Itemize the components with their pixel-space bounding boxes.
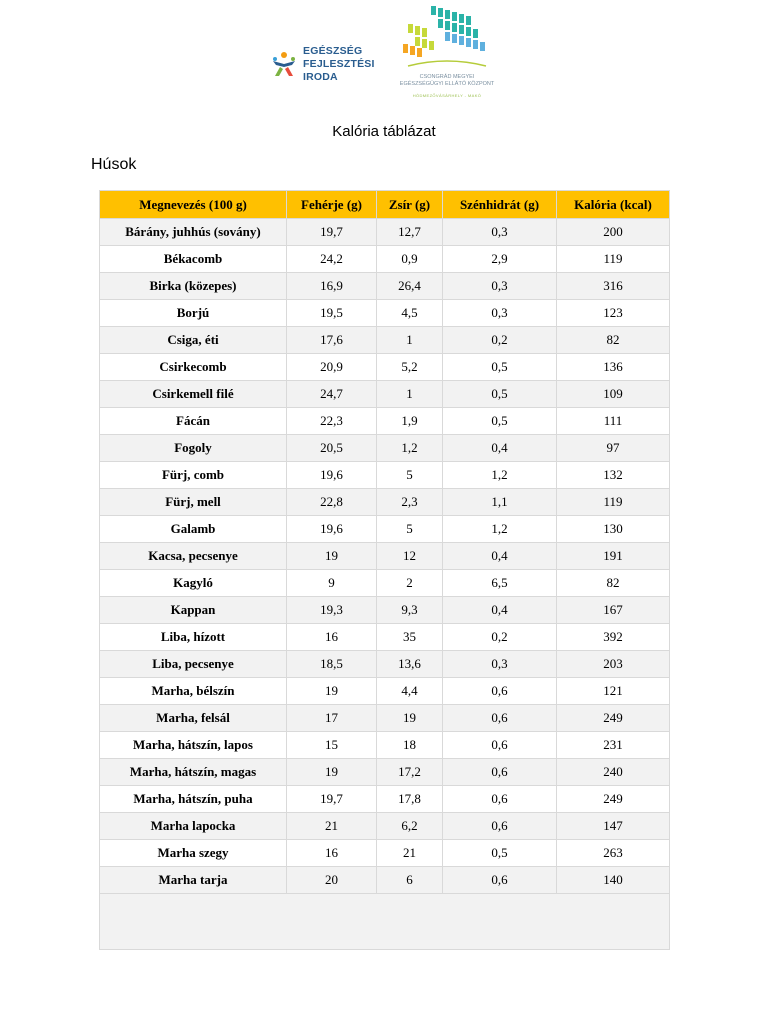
cell-name: Fácán (100, 408, 287, 435)
cell-protein: 19,5 (287, 300, 377, 327)
cell-calories: 111 (557, 408, 670, 435)
cell-name: Fogoly (100, 435, 287, 462)
cell-carbs: 0,3 (443, 300, 557, 327)
cell-name: Birka (közepes) (100, 273, 287, 300)
cell-protein: 20,5 (287, 435, 377, 462)
cell-protein: 17,6 (287, 327, 377, 354)
cell-protein: 9 (287, 570, 377, 597)
cell-calories: 123 (557, 300, 670, 327)
cell-carbs: 1,2 (443, 462, 557, 489)
table-row (100, 408, 670, 435)
cell-calories: 249 (557, 786, 670, 813)
header-protein: Fehérje (g) (287, 191, 377, 219)
cell-protein: 19 (287, 543, 377, 570)
section-title: Húsok (91, 156, 137, 173)
cell-name: Marha tarja (100, 867, 287, 894)
cell-calories: 82 (557, 570, 670, 597)
cell-fat: 12,7 (377, 219, 443, 246)
cell-calories: 132 (557, 462, 670, 489)
csongrad-sub-text: HÓDMEZŐVÁSÁRHELY - MAKÓ (412, 93, 482, 98)
efi-people-icon (270, 50, 298, 78)
header-fat: Zsír (g) (377, 191, 443, 219)
cell-carbs: 0,6 (443, 786, 557, 813)
cell-protein: 17 (287, 705, 377, 732)
table-row (100, 381, 670, 408)
cell-carbs: 0,6 (443, 867, 557, 894)
cell-fat: 1,2 (377, 435, 443, 462)
table-body (100, 219, 670, 894)
table-row (100, 678, 670, 705)
table-row (100, 867, 670, 894)
header-logos (0, 0, 768, 110)
cell-calories: 191 (557, 543, 670, 570)
cell-calories: 392 (557, 624, 670, 651)
cell-protein: 16 (287, 840, 377, 867)
cell-carbs: 6,5 (443, 570, 557, 597)
cell-name: Csirkecomb (100, 354, 287, 381)
cell-carbs: 0,5 (443, 408, 557, 435)
cell-calories: 136 (557, 354, 670, 381)
table-row (100, 732, 670, 759)
table-empty-area (99, 894, 670, 950)
cell-protein: 22,3 (287, 408, 377, 435)
cell-fat: 5,2 (377, 354, 443, 381)
csongrad-line-2: EGÉSZSÉGÜGYI ELLÁTÓ KÖZPONT (399, 81, 495, 87)
cell-fat: 17,8 (377, 786, 443, 813)
cell-calories: 200 (557, 219, 670, 246)
cell-carbs: 0,6 (443, 732, 557, 759)
cell-name: Marha, hátszín, puha (100, 786, 287, 813)
cell-protein: 16,9 (287, 273, 377, 300)
cell-carbs: 0,6 (443, 705, 557, 732)
cell-fat: 2,3 (377, 489, 443, 516)
cell-name: Marha, hátszín, lapos (100, 732, 287, 759)
cell-protein: 19,7 (287, 786, 377, 813)
cell-name: Csiga, éti (100, 327, 287, 354)
cell-carbs: 0,6 (443, 759, 557, 786)
table-row (100, 273, 670, 300)
table-row (100, 624, 670, 651)
cell-calories: 249 (557, 705, 670, 732)
table-row (100, 570, 670, 597)
cell-name: Fürj, mell (100, 489, 287, 516)
calorie-table (99, 190, 670, 894)
cell-fat: 18 (377, 732, 443, 759)
table-row (100, 435, 670, 462)
cell-fat: 6 (377, 867, 443, 894)
cell-fat: 1 (377, 327, 443, 354)
cell-carbs: 0,3 (443, 219, 557, 246)
cell-calories: 140 (557, 867, 670, 894)
table-row (100, 840, 670, 867)
cell-calories: 167 (557, 597, 670, 624)
cell-fat: 26,4 (377, 273, 443, 300)
cell-protein: 19 (287, 678, 377, 705)
csongrad-logo-text (398, 74, 496, 88)
cell-fat: 9,3 (377, 597, 443, 624)
cell-fat: 5 (377, 462, 443, 489)
cell-calories: 130 (557, 516, 670, 543)
cell-fat: 21 (377, 840, 443, 867)
cell-name: Békacomb (100, 246, 287, 273)
cell-fat: 6,2 (377, 813, 443, 840)
cell-calories: 121 (557, 678, 670, 705)
efi-logo-text (303, 45, 375, 84)
cell-calories: 203 (557, 651, 670, 678)
cell-carbs: 0,5 (443, 354, 557, 381)
table-row (100, 543, 670, 570)
cell-calories: 231 (557, 732, 670, 759)
cell-carbs: 0,2 (443, 327, 557, 354)
cell-calories: 316 (557, 273, 670, 300)
csongrad-megyei-logo (398, 4, 496, 104)
cell-carbs: 2,9 (443, 246, 557, 273)
efi-line-2: FEJLESZTÉSI (303, 57, 375, 70)
table-row (100, 813, 670, 840)
cell-protein: 20 (287, 867, 377, 894)
cell-fat: 35 (377, 624, 443, 651)
cell-name: Marha szegy (100, 840, 287, 867)
cell-name: Liba, pecsenye (100, 651, 287, 678)
table-row (100, 516, 670, 543)
egeszseg-fejlesztesi-iroda-logo (270, 28, 380, 100)
cell-protein: 24,2 (287, 246, 377, 273)
cell-calories: 147 (557, 813, 670, 840)
calorie-table-container (99, 190, 669, 950)
cell-fat: 2 (377, 570, 443, 597)
cell-calories: 109 (557, 381, 670, 408)
cell-carbs: 0,3 (443, 273, 557, 300)
cell-name: Kacsa, pecsenye (100, 543, 287, 570)
table-header-row (100, 191, 670, 219)
cell-name: Marha, felsál (100, 705, 287, 732)
cell-protein: 16 (287, 624, 377, 651)
cell-fat: 4,5 (377, 300, 443, 327)
cell-carbs: 0,4 (443, 435, 557, 462)
cell-carbs: 0,5 (443, 840, 557, 867)
cell-carbs: 0,5 (443, 381, 557, 408)
table-row (100, 354, 670, 381)
cell-calories: 119 (557, 489, 670, 516)
cell-name: Kappan (100, 597, 287, 624)
cell-name: Galamb (100, 516, 287, 543)
cell-calories: 263 (557, 840, 670, 867)
cell-carbs: 0,3 (443, 651, 557, 678)
cell-name: Bárány, juhhús (sovány) (100, 219, 287, 246)
cell-fat: 12 (377, 543, 443, 570)
cell-name: Marha, bélszín (100, 678, 287, 705)
table-row (100, 327, 670, 354)
table-row (100, 219, 670, 246)
cell-carbs: 0,2 (443, 624, 557, 651)
cell-name: Marha lapocka (100, 813, 287, 840)
cell-calories: 119 (557, 246, 670, 273)
cell-carbs: 0,6 (443, 678, 557, 705)
cell-name: Kagyló (100, 570, 287, 597)
cell-name: Csirkemell filé (100, 381, 287, 408)
header-name: Megnevezés (100 g) (100, 191, 287, 219)
cell-protein: 20,9 (287, 354, 377, 381)
cell-name: Borjú (100, 300, 287, 327)
cell-protein: 18,5 (287, 651, 377, 678)
table-row (100, 489, 670, 516)
cell-protein: 24,7 (287, 381, 377, 408)
cell-protein: 19,3 (287, 597, 377, 624)
cell-fat: 13,6 (377, 651, 443, 678)
cell-fat: 17,2 (377, 759, 443, 786)
csongrad-line-1: CSONGRÁD MEGYEI (419, 74, 475, 80)
cell-fat: 5 (377, 516, 443, 543)
table-row (100, 651, 670, 678)
cell-protein: 19,6 (287, 516, 377, 543)
cell-fat: 0,9 (377, 246, 443, 273)
table-row (100, 786, 670, 813)
cell-name: Fürj, comb (100, 462, 287, 489)
table-row (100, 300, 670, 327)
cell-fat: 19 (377, 705, 443, 732)
table-row (100, 705, 670, 732)
header-carbs: Szénhidrát (g) (443, 191, 557, 219)
cell-name: Liba, hízott (100, 624, 287, 651)
cell-protein: 19,6 (287, 462, 377, 489)
cell-protein: 21 (287, 813, 377, 840)
cell-name: Marha, hátszín, magas (100, 759, 287, 786)
cell-fat: 4,4 (377, 678, 443, 705)
table-row (100, 759, 670, 786)
cell-fat: 1 (377, 381, 443, 408)
document-title: Kalória táblázat (332, 123, 436, 140)
cell-carbs: 0,4 (443, 597, 557, 624)
efi-line-1: EGÉSZSÉG (303, 44, 363, 57)
cell-calories: 240 (557, 759, 670, 786)
cell-carbs: 1,1 (443, 489, 557, 516)
cell-carbs: 1,2 (443, 516, 557, 543)
cell-carbs: 0,6 (443, 813, 557, 840)
cell-protein: 19 (287, 759, 377, 786)
efi-line-3: IRODA (303, 70, 338, 83)
cell-calories: 82 (557, 327, 670, 354)
cell-protein: 15 (287, 732, 377, 759)
cell-carbs: 0,4 (443, 543, 557, 570)
cell-calories: 97 (557, 435, 670, 462)
header-calories: Kalória (kcal) (557, 191, 670, 219)
cell-protein: 19,7 (287, 219, 377, 246)
table-row (100, 462, 670, 489)
cell-fat: 1,9 (377, 408, 443, 435)
table-row (100, 597, 670, 624)
cell-protein: 22,8 (287, 489, 377, 516)
table-row (100, 246, 670, 273)
building-bars-icon (398, 4, 496, 74)
